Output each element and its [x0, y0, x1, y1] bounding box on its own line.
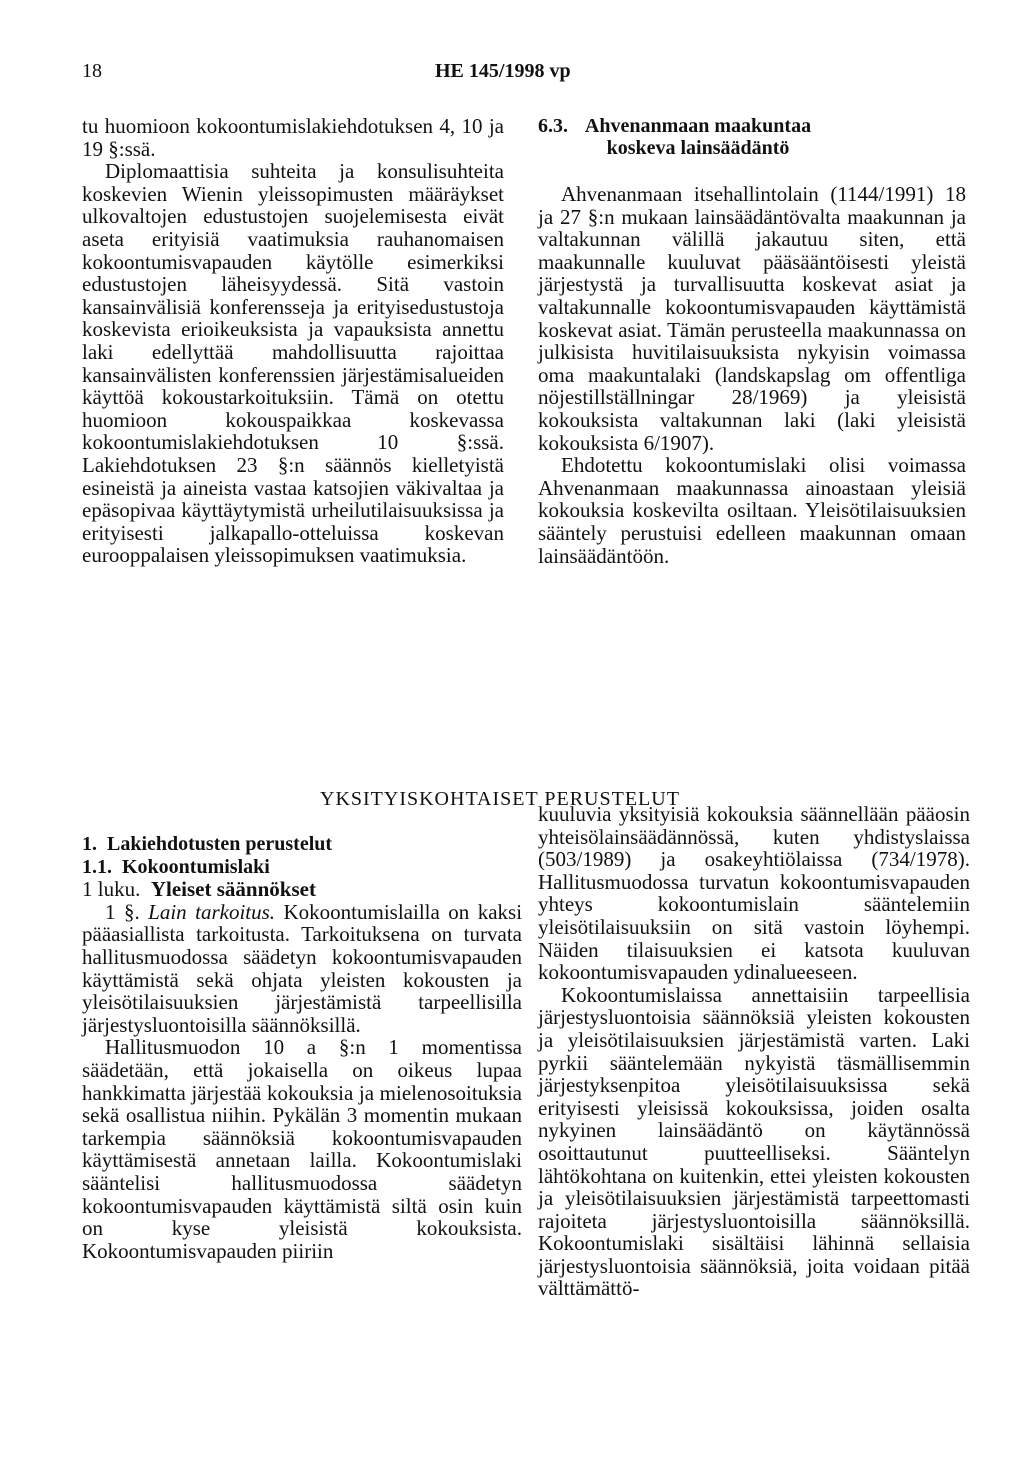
chapter-heading	[82, 878, 522, 901]
heading-1-1	[82, 856, 522, 879]
section-heading-6-3	[538, 115, 966, 159]
section-title: Ahvenanmaan maakuntaa koskeva lainsäädäntö	[584, 115, 812, 159]
upper-left-column	[82, 115, 504, 567]
heading-1-number: 1.	[82, 833, 97, 855]
heading-1	[82, 833, 522, 856]
lower-left-column	[82, 833, 522, 1262]
upper-right-column	[538, 115, 966, 567]
chapter-title: Yleiset säännökset	[150, 877, 316, 902]
paragraph-private-meetings: kuuluvia yksityisiä kokouksia säännellään pääosin yhteisölainsäädännössä, kuten yhdistyslaissa (503/1989) ja osakeyhtiölaissa (734/1978). Hallitusmuodossa turvatun kokoontumisvapauden yhteys kokoontumislain sääntelemiin yleisötilaisuuksiin on sitä vastoin löyhempi. Näiden tilaisuuksien ei katsota kuuluvan kokoontumisvapauden ydinalueeseen.	[538, 802, 970, 985]
section-1-number: 1 §.	[105, 899, 140, 924]
paragraph-section-1	[82, 901, 522, 1037]
paragraph-vienna-conventions: Diplomaattisia suhteita ja konsulisuhteita koskevien Wienin yleissopimusten määräykset ulkovaltojen edustustojen suojelemisesta eivät aseta erityisiä vaatimuksia rauhanomaisen kokoontumisvapauden käytölle esimerkiksi edustustojen läheisyydessä. Sitä vastoin kansainvälisiä konferensseja ja erityisedustustoja koskevista erioikeuksista ja vapauksista annettu laki edellyttää mahdollisuutta rajoittaa kansainvälisten konferenssien järjestämisalueiden käyttöä kokoustarkoituksiin. Tämä on otettu huomioon kokouspaikkaa koskevassa kokoontumislakiehdotuksen 10 §:ssä. Lakiehdotuksen 23 §:n säännös kielletyistä esineistä ja aineista vastaa katsojien väkivaltaa ja epäsopivaa käyttäytymistä urheilutilaisuuksissa ja erityisesti jalkapallo-otteluissa koskevan eurooppalaisen yleissopimuksen vaatimuksia.	[82, 159, 504, 568]
page-number: 18	[82, 60, 102, 82]
paragraph-order-provisions: Kokoontumislaissa annettaisiin tarpeellisia järjestysluontoisia säännöksiä yleisten kokousten ja yleisötilaisuuksien järjestämistä varten. Laki pyrkii sääntelemään nykyistä täsmällisemmin järjestyksenpitoa yleisötilaisuuksissa sekä erityisesti yleisissä kokouksissa, joiden osalta nykyinen lainsäädäntö on käytännössä osoittautunut puutteelliseksi. Sääntelyn lähtökohtana on kuitenkin, ettei yleisten kokousten ja yleisötilaisuuksien järjestämistä tarpeettomasti rajoiteta järjestysluontoisilla säännöksillä. Kokoontumislaki sisältäisi lähinnä sellaisia järjestysluontoisia säännöksiä, joita voidaan pitää välttämättö-	[538, 982, 970, 1301]
paragraph-constitution: Hallitusmuodon 10 a §:n 1 momentissa säädetään, että jokaisella on oikeus lupaa hankkimatta järjestää kokouksia ja mielenosoituksia sekä osallistua niihin. Pykälän 3 momentin mukaan tarkempia säännöksiä kokoontumisvapauden käyttämisestä annetaan lailla. Kokoontumislaki sääntelisi hallitusmuodossa säädetyn kokoontumisvapauden käyttämistä siltä osin kuin on kyse yleisistä kokouksista. Kokoontumisvapauden piiriin	[82, 1035, 522, 1263]
section-1-title: Lain tarkoitus.	[148, 899, 276, 924]
section-number: 6.3.	[538, 115, 568, 137]
paragraph-aland-autonomy: Ahvenanmaan itsehallintolain (1144/1991) 18 ja 27 §:n mukaan lainsäädäntövalta maakunnan ja valtakunnan välillä jakautuu siten, että maakunnalle kuuluvat pääsääntöisesti yleistä järjestystä ja turvallisuutta koskevat asiat ja valtakunnalle kokoontumisvapauden käyttämistä koskevat asiat. Tämän perusteella maakunnassa on julkisista huvitilaisuuksista nykyisin voimassa oma maakuntalaki (landskapslag om offentliga nöjestillställningar 28/1969) ja yleisistä kokouksista valtakunnan laki (laki yleisistä kokouksista 6/1907).	[538, 182, 966, 455]
paragraph-aland-proposal: Ehdotettu kokoontumislaki olisi voimassa Ahvenanmaan maakunnassa ainoastaan yleisiä kokouksia koskevilta osiltaan. Yleisötilaisuuksien sääntely perustuisi edelleen maakunnan omaan lainsäädäntöön.	[538, 453, 966, 568]
main-heading: YKSITYISKOHTAISET PERUSTELUT	[320, 788, 680, 810]
lower-right-column	[538, 803, 970, 1300]
heading-1-1-title: Kokoontumislaki	[122, 855, 270, 878]
heading-1-1-number: 1.1.	[82, 855, 112, 878]
section-1-text: Kokoontumislailla on kaksi pääasiallista tarkoitusta. Tarkoituksena on turvata hallitusmuodossa säädetyn kokoontumisvapauden käyttämistä sekä ohjata yleisten kokousten ja yleisötilaisuuksien järjestämistä tarpeellisilla järjestysluontoisilla säännöksillä.	[82, 899, 523, 1037]
heading-1-title: Lakiehdotusten perustelut	[107, 833, 333, 855]
document-id: HE 145/1998 vp	[435, 60, 571, 82]
paragraph-continued: tu huomioon kokoontumislakiehdotuksen 4, 10 ja 19 §:ssä.	[82, 114, 504, 161]
chapter-label: 1 luku.	[82, 877, 141, 902]
